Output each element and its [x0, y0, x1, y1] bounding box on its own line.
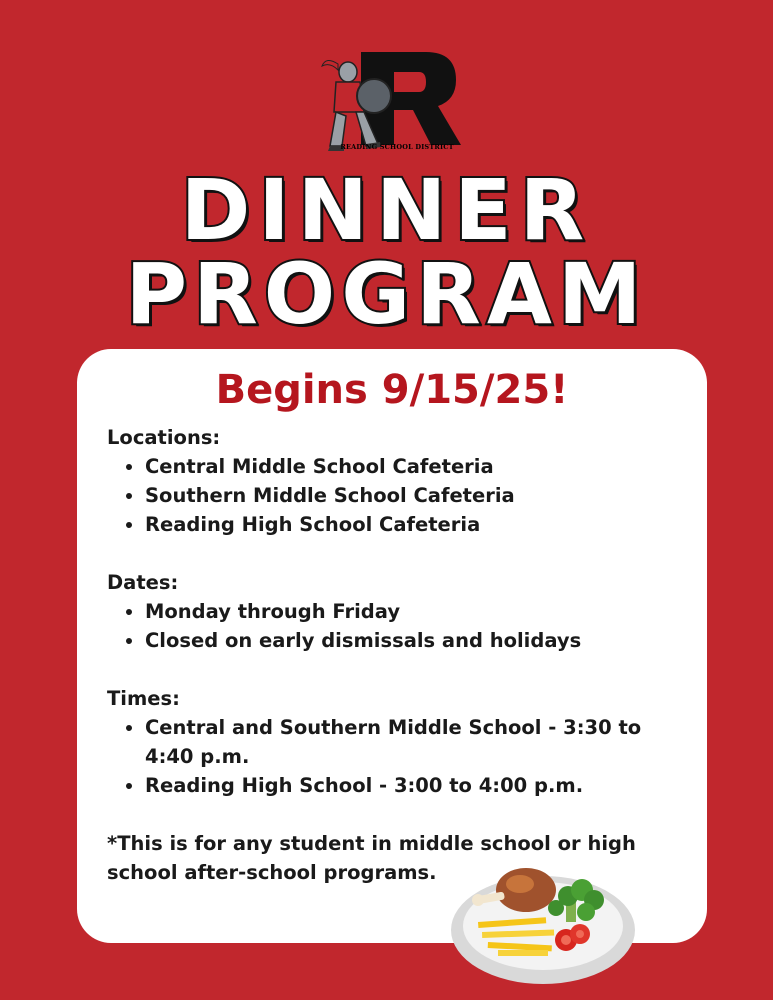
list-item: • Central Middle School Cafeteria	[145, 452, 687, 481]
headline-line-2: PROGRAM	[125, 245, 648, 343]
dates-list	[107, 597, 687, 655]
times-section	[107, 684, 687, 800]
section-label: Times:	[107, 687, 180, 710]
dates-section	[107, 568, 687, 655]
times-list	[107, 713, 687, 800]
locations-section	[107, 423, 687, 539]
section-label: Locations:	[107, 426, 221, 449]
list-item: • Reading High School Cafeteria	[145, 510, 687, 539]
headline-line-1: DINNER	[180, 161, 593, 259]
section-label: Dates:	[107, 571, 179, 594]
list-item: • Reading High School - 3:00 to 4:00 p.m.	[145, 771, 687, 800]
dinner-plate-icon	[448, 860, 638, 986]
list-item: • Closed on early dismissals and holidays	[145, 626, 687, 655]
logo-caption: READING SCHOOL DISTRICT	[340, 143, 454, 151]
list-item: • Central and Southern Middle School - 3:30 to 4:40 p.m.	[145, 713, 687, 771]
list-item: • Monday through Friday	[145, 597, 687, 626]
locations-list	[107, 452, 687, 539]
start-date-title: Begins 9/15/25!	[215, 367, 569, 413]
card-content	[107, 423, 687, 887]
list-item: • Southern Middle School Cafeteria	[145, 481, 687, 510]
info-card	[77, 349, 707, 943]
eligibility-note: *This is for any student in middle school or high school after-school programs.	[107, 832, 636, 884]
